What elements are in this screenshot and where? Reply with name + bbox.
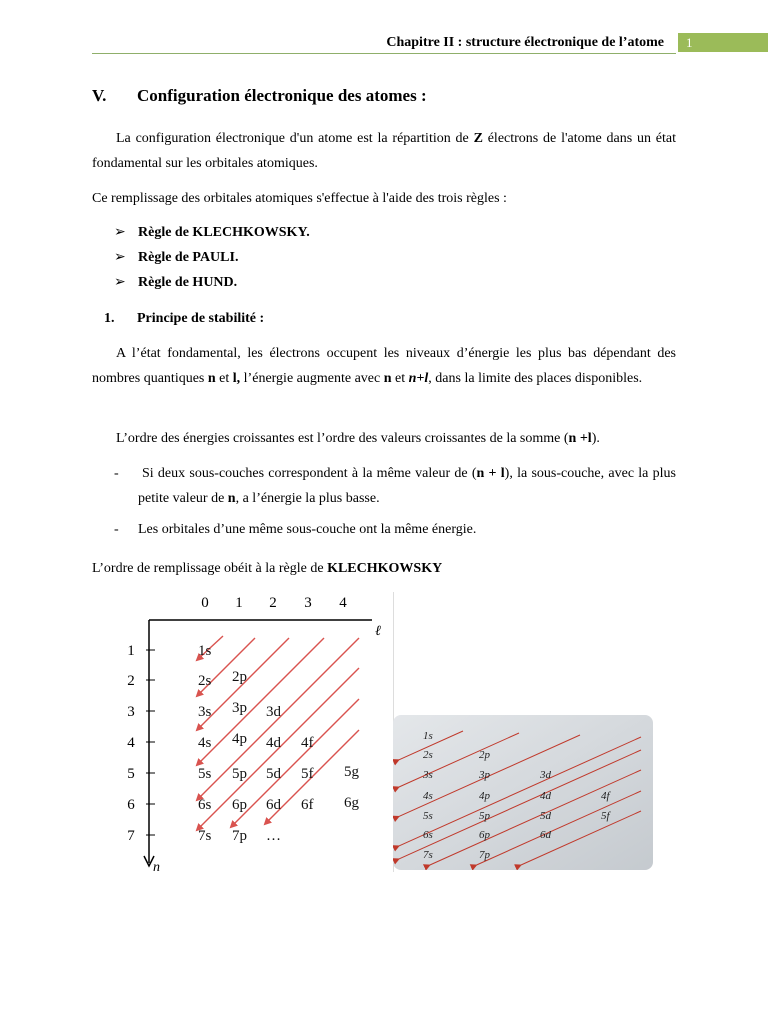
text-run: et xyxy=(391,371,409,386)
text-run: L’ordre des énergies croissantes est l’ordre des valeurs croissantes de la somme ( xyxy=(116,431,569,446)
n-tick-label: 1 xyxy=(127,643,135,659)
n-tick-label: 3 xyxy=(127,704,135,720)
subsection-number: 1. xyxy=(104,311,115,326)
orbital-label: 4p xyxy=(479,790,490,802)
text-run: A l’état fondamental, les électrons occupent les niveaux d’énergie les plus bas dépendant des nombres quantiques xyxy=(92,346,676,386)
orbital-label: 5f xyxy=(301,766,314,782)
n-tick-label: 4 xyxy=(127,735,135,751)
rule-item xyxy=(114,274,237,291)
orbital-label: 3p xyxy=(232,700,247,716)
orbital-label: 7s xyxy=(423,849,433,861)
text-run: KLECHKOWSKY xyxy=(327,561,443,576)
rule-label: Règle de KLECHKOWSKY. xyxy=(138,225,310,240)
rule-label: Règle de HUND. xyxy=(138,275,238,290)
orbital-label: 3d xyxy=(266,704,281,720)
stability-paragraph xyxy=(92,341,676,391)
chapter-title: Chapitre II : structure électronique de l’atome xyxy=(386,35,664,50)
text-run: n + l xyxy=(476,466,505,481)
page-number-box xyxy=(678,33,768,52)
rule-item xyxy=(114,249,238,266)
dash-bullet: - xyxy=(114,466,119,481)
text-run: l, xyxy=(232,371,241,386)
subsection-heading xyxy=(104,311,264,327)
orbital-label: 4f xyxy=(301,735,314,751)
text-run: , a l’énergie la plus basse. xyxy=(235,491,380,506)
rule-label: Règle de PAULI. xyxy=(138,250,239,265)
orbital-label: 4f xyxy=(601,790,610,802)
n-axis-label: n xyxy=(153,860,160,873)
orbital-label: 5g xyxy=(344,764,359,780)
dash-text: Les orbitales d’une même sous-couche ont la même énergie. xyxy=(138,522,477,537)
orbital-label: 4d xyxy=(266,735,281,751)
text-run: n xyxy=(227,491,236,506)
intro-text-2: électrons de l'atome dans un état fondamental sur les orbitales atomiques. xyxy=(92,131,676,171)
orbital-label: 4s xyxy=(423,790,433,802)
intro-text-1: La configuration électronique d'un atome est la répartition de xyxy=(116,131,474,146)
orbital-label: 1s xyxy=(198,643,212,659)
text-run: n+l xyxy=(408,371,429,386)
orbital-label: 5p xyxy=(232,766,247,782)
axis-ticks xyxy=(127,595,381,873)
rules-intro: Ce remplissage des orbitales atomiques s'effectue à l'aide des trois règles : xyxy=(92,191,507,206)
section-title: Configuration électronique des atomes : xyxy=(137,86,427,105)
orbital-label: 2p xyxy=(232,669,247,685)
text-run: ). xyxy=(591,431,600,446)
dash-bullet: - xyxy=(114,522,119,537)
l-tick-label: 4 xyxy=(339,595,347,611)
arrow-bullet-icon: ➢ xyxy=(114,225,126,240)
energy-order-paragraph xyxy=(116,426,676,451)
arrow-bullet-icon: ➢ xyxy=(114,250,126,265)
text-run: ), la sous-couche, avec la plus petite valeur de xyxy=(138,466,676,506)
orbital-label: 4p xyxy=(232,731,247,747)
n-tick-label: 7 xyxy=(127,828,135,844)
orbital-label: 3p xyxy=(479,769,490,781)
orbital-label: 6p xyxy=(232,797,247,813)
n-tick-label: 6 xyxy=(127,797,135,813)
orbital-label: 5s xyxy=(423,810,433,822)
orbital-label: 4s xyxy=(198,735,212,751)
orbital-label: 6d xyxy=(540,829,551,841)
orbital-label: 1s xyxy=(423,730,433,742)
dash-item xyxy=(114,522,476,538)
rule-item xyxy=(114,224,310,241)
subsection-title: Principe de stabilité : xyxy=(137,311,265,326)
text-run: , dans la limite des places disponibles. xyxy=(428,371,643,386)
arrow-bullet-icon: ➢ xyxy=(114,275,126,290)
orbital-label: 7s xyxy=(198,828,212,844)
orbital-label: … xyxy=(266,828,281,844)
orbital-label: 2p xyxy=(479,749,490,761)
n-tick-label: 5 xyxy=(127,766,135,782)
klechkowsky-photo-diagram xyxy=(393,715,653,870)
text-run: n +l xyxy=(568,431,592,446)
orbital-labels xyxy=(198,643,360,844)
l-tick-label: 0 xyxy=(201,595,209,611)
intro-paragraph xyxy=(92,126,676,176)
page-number: 1 xyxy=(686,35,693,50)
order-paragraph xyxy=(92,556,676,581)
orbital-label: 3d xyxy=(540,769,551,781)
orbital-label: 7p xyxy=(479,849,490,861)
orbital-label: 5d xyxy=(540,810,551,822)
orbital-label: 6d xyxy=(266,797,281,813)
l-axis-label: ℓ xyxy=(375,624,381,639)
orbital-label: 6p xyxy=(479,829,490,841)
orbital-label: 2s xyxy=(198,673,212,689)
header-rule xyxy=(92,53,676,54)
orbital-label: 6g xyxy=(344,795,359,811)
section-heading xyxy=(92,86,427,106)
orbital-label: 7p xyxy=(232,828,247,844)
klechkowsky-diagram xyxy=(122,588,382,873)
text-run: et xyxy=(215,371,233,386)
intro-z: Z xyxy=(473,131,483,146)
text-run: l’énergie augmente avec xyxy=(240,371,384,386)
orbital-label: 4d xyxy=(540,790,551,802)
diagonal-arrow xyxy=(231,699,359,827)
orbital-label: 3s xyxy=(423,769,433,781)
orbital-label: 5s xyxy=(198,766,212,782)
l-tick-label: 2 xyxy=(269,595,277,611)
section-number: V. xyxy=(92,86,107,105)
orbital-label: 2s xyxy=(423,749,433,761)
page-header xyxy=(0,33,768,53)
l-tick-label: 3 xyxy=(304,595,312,611)
orbital-label: 6f xyxy=(301,797,314,813)
text-run: Si deux sous-couches correspondent à la même valeur de ( xyxy=(142,466,477,481)
orbital-label: 6s xyxy=(198,797,212,813)
text-run: n xyxy=(207,371,216,386)
text-run: n xyxy=(383,371,392,386)
orbital-label: 5f xyxy=(601,810,610,822)
n-tick-label: 2 xyxy=(127,673,135,689)
orbital-label: 6s xyxy=(423,829,433,841)
orbital-label: 5d xyxy=(266,766,281,782)
dash-item xyxy=(114,461,676,511)
orbital-label: 5p xyxy=(479,810,490,822)
text-run: L’ordre de remplissage obéit à la règle de xyxy=(92,561,328,576)
orbital-label: 3s xyxy=(198,704,212,720)
l-tick-label: 1 xyxy=(235,595,243,611)
